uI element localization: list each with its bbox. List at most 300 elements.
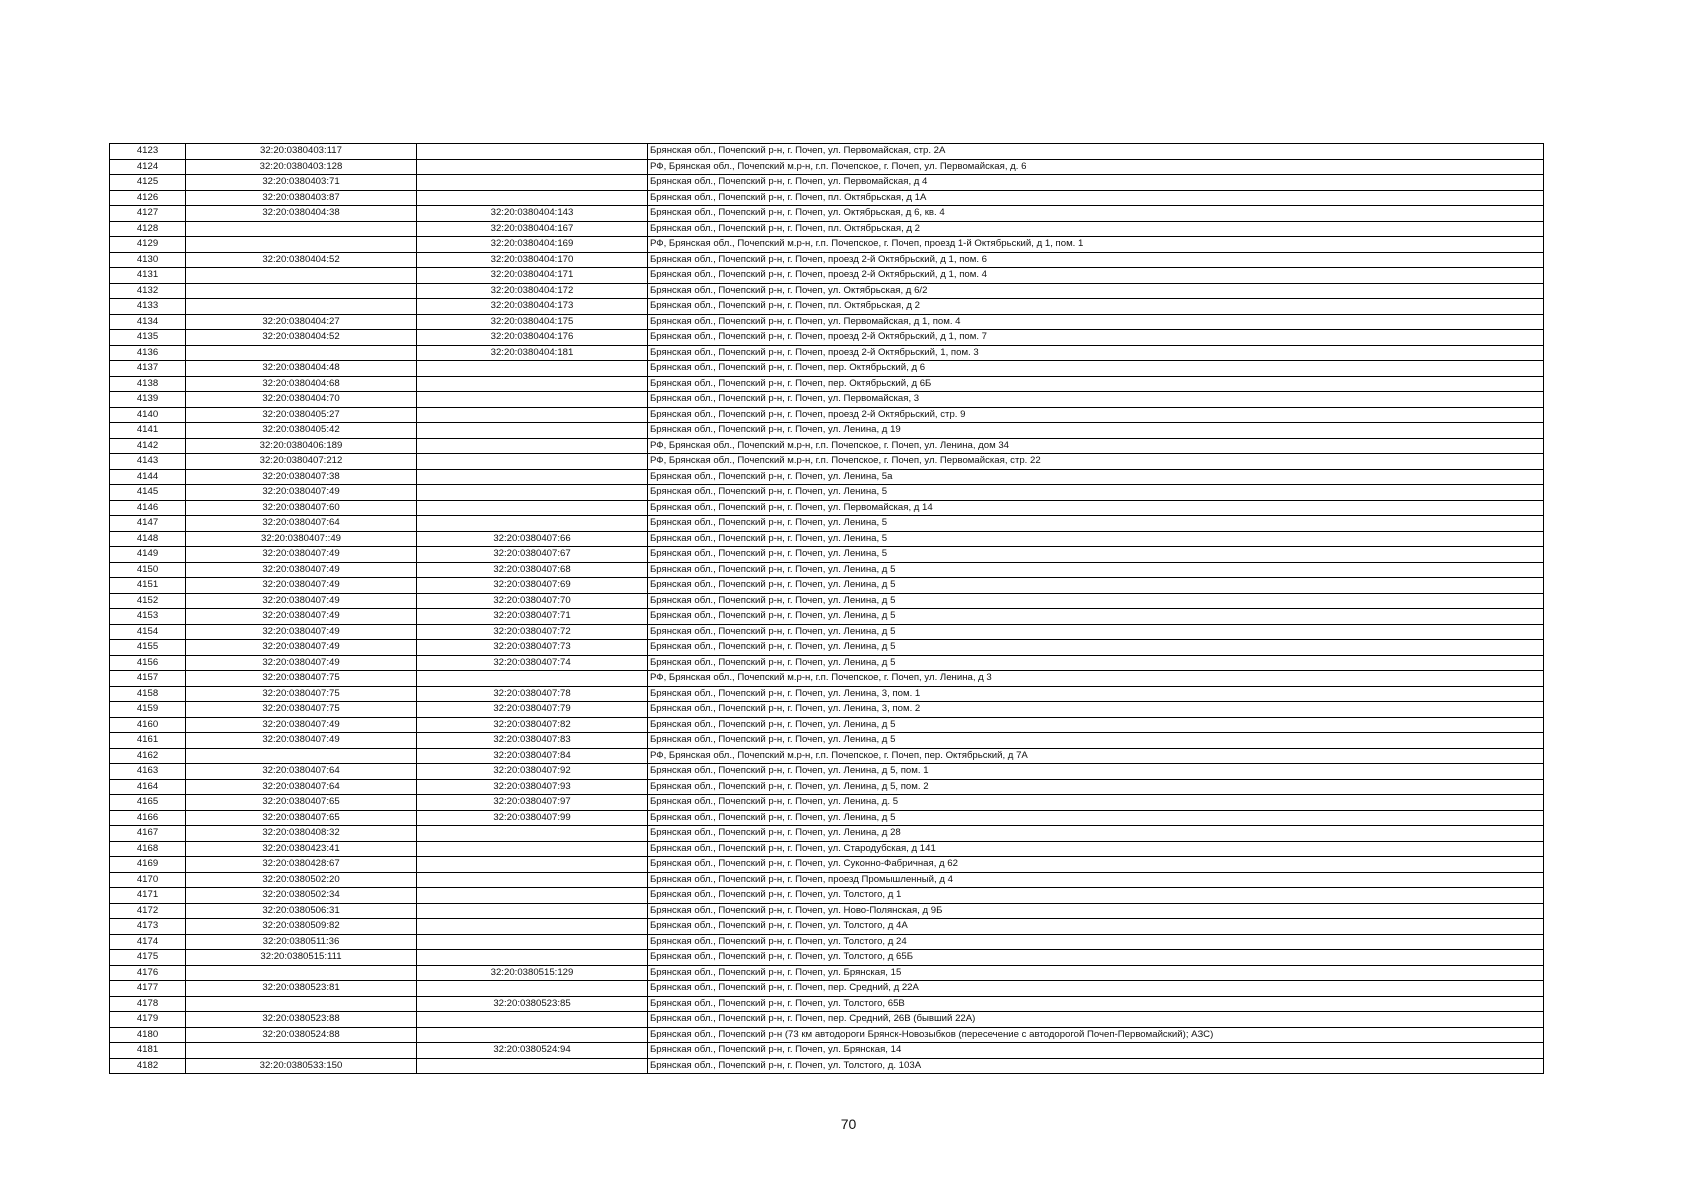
- cadastral-number-cell: 32:20:0380509:82: [186, 919, 417, 935]
- address-cell: Брянская обл., Почепский р-н, г. Почеп, проезд 2-й Октябрьский, 1, пом. 3: [648, 345, 1544, 361]
- row-number-cell: 4178: [110, 996, 186, 1012]
- cadastral-number-cell: 32:20:0380403:71: [186, 175, 417, 191]
- table-row: [110, 237, 1544, 253]
- cadastral-number-cell: 32:20:0380404:68: [186, 376, 417, 392]
- register-table-body: [110, 144, 1544, 1074]
- cadastral-number-cell: 32:20:0380407:65: [186, 810, 417, 826]
- related-cadastral-number-cell: [417, 981, 648, 997]
- cadastral-number-cell: 32:20:0380407:49: [186, 717, 417, 733]
- cadastral-number-cell: 32:20:0380403:87: [186, 190, 417, 206]
- address-cell: Брянская обл., Почепский р-н, г. Почеп, проезд 2-й Октябрьский, д 1, пом. 6: [648, 252, 1544, 268]
- related-cadastral-number-cell: [417, 950, 648, 966]
- table-row: [110, 826, 1544, 842]
- table-row: [110, 314, 1544, 330]
- table-row: [110, 376, 1544, 392]
- related-cadastral-number-cell: 32:20:0380407:73: [417, 640, 648, 656]
- cadastral-number-cell: 32:20:0380407:64: [186, 764, 417, 780]
- table-row: [110, 795, 1544, 811]
- related-cadastral-number-cell: [417, 934, 648, 950]
- row-number-cell: 4166: [110, 810, 186, 826]
- table-row: [110, 609, 1544, 625]
- related-cadastral-number-cell: 32:20:0380407:78: [417, 686, 648, 702]
- table-row: [110, 888, 1544, 904]
- related-cadastral-number-cell: 32:20:0380407:71: [417, 609, 648, 625]
- table-row: [110, 919, 1544, 935]
- cadastral-number-cell: 32:20:0380407:212: [186, 454, 417, 470]
- related-cadastral-number-cell: [417, 826, 648, 842]
- address-cell: РФ, Брянская обл., Почепский м.р-н, г.п. Почепское, г. Почеп, ул. Ленина, д 3: [648, 671, 1544, 687]
- table-row: [110, 1012, 1544, 1028]
- row-number-cell: 4175: [110, 950, 186, 966]
- cadastral-number-cell: 32:20:0380523:81: [186, 981, 417, 997]
- related-cadastral-number-cell: [417, 888, 648, 904]
- address-cell: Брянская обл., Почепский р-н, г. Почеп, ул. Ленина, 5: [648, 516, 1544, 532]
- table-row: [110, 965, 1544, 981]
- table-row: [110, 655, 1544, 671]
- address-cell: Брянская обл., Почепский р-н, г. Почеп, ул. Ленина, д 5: [648, 624, 1544, 640]
- related-cadastral-number-cell: [417, 841, 648, 857]
- row-number-cell: 4133: [110, 299, 186, 315]
- cadastral-number-cell: [186, 299, 417, 315]
- address-cell: Брянская обл., Почепский р-н, г. Почеп, ул. Первомайская, д 1, пом. 4: [648, 314, 1544, 330]
- cadastral-number-cell: 32:20:0380403:117: [186, 144, 417, 160]
- address-cell: Брянская обл., Почепский р-н, г. Почеп, ул. Ленина, 3, пом. 2: [648, 702, 1544, 718]
- table-row: [110, 407, 1544, 423]
- cadastral-number-cell: 32:20:0380408:32: [186, 826, 417, 842]
- cadastral-number-cell: 32:20:0380407:75: [186, 702, 417, 718]
- cadastral-number-cell: 32:20:0380404:48: [186, 361, 417, 377]
- table-row: [110, 423, 1544, 439]
- row-number-cell: 4152: [110, 593, 186, 609]
- related-cadastral-number-cell: 32:20:0380407:67: [417, 547, 648, 563]
- table-row: [110, 1058, 1544, 1074]
- cadastral-number-cell: 32:20:0380407:38: [186, 469, 417, 485]
- related-cadastral-number-cell: [417, 872, 648, 888]
- cadastral-number-cell: 32:20:0380407:49: [186, 640, 417, 656]
- cadastral-number-cell: 32:20:0380423:41: [186, 841, 417, 857]
- cadastral-number-cell: 32:20:0380407:49: [186, 624, 417, 640]
- table-row: [110, 500, 1544, 516]
- table-row: [110, 531, 1544, 547]
- address-cell: Брянская обл., Почепский р-н, г. Почеп, проезд 2-й Октябрьский, д 1, пом. 7: [648, 330, 1544, 346]
- row-number-cell: 4165: [110, 795, 186, 811]
- table-row: [110, 857, 1544, 873]
- related-cadastral-number-cell: [417, 423, 648, 439]
- related-cadastral-number-cell: [417, 1058, 648, 1074]
- cadastral-number-cell: 32:20:0380404:52: [186, 330, 417, 346]
- address-cell: Брянская обл., Почепский р-н, г. Почеп, пер. Средний, 26В (бывший 22А): [648, 1012, 1544, 1028]
- row-number-cell: 4180: [110, 1027, 186, 1043]
- address-cell: Брянская обл., Почепский р-н, г. Почеп, ул. Ленина, 5: [648, 531, 1544, 547]
- row-number-cell: 4131: [110, 268, 186, 284]
- table-row: [110, 268, 1544, 284]
- address-cell: Брянская обл., Почепский р-н, г. Почеп, ул. Ленина, 5: [648, 547, 1544, 563]
- related-cadastral-number-cell: 32:20:0380404:175: [417, 314, 648, 330]
- related-cadastral-number-cell: 32:20:0380407:93: [417, 779, 648, 795]
- table-row: [110, 810, 1544, 826]
- table-row: [110, 516, 1544, 532]
- table-row: [110, 485, 1544, 501]
- table-row: [110, 702, 1544, 718]
- related-cadastral-number-cell: 32:20:0380404:170: [417, 252, 648, 268]
- related-cadastral-number-cell: [417, 485, 648, 501]
- cadastral-number-cell: 32:20:0380407::49: [186, 531, 417, 547]
- address-cell: Брянская обл., Почепский р-н, г. Почеп, проезд Промышленный, д 4: [648, 872, 1544, 888]
- cadastral-number-cell: 32:20:0380502:34: [186, 888, 417, 904]
- row-number-cell: 4150: [110, 562, 186, 578]
- address-cell: Брянская обл., Почепский р-н, г. Почеп, ул. Брянская, 14: [648, 1043, 1544, 1059]
- row-number-cell: 4127: [110, 206, 186, 222]
- table-row: [110, 950, 1544, 966]
- cadastral-number-cell: 32:20:0380407:49: [186, 485, 417, 501]
- address-cell: РФ, Брянская обл., Почепский м.р-н, г.п. Почепское, г. Почеп, ул. Ленина, дом 34: [648, 438, 1544, 454]
- related-cadastral-number-cell: [417, 671, 648, 687]
- address-cell: Брянская обл., Почепский р-н, г. Почеп, ул. Первомайская, д 14: [648, 500, 1544, 516]
- cadastral-number-cell: [186, 996, 417, 1012]
- row-number-cell: 4136: [110, 345, 186, 361]
- related-cadastral-number-cell: [417, 1027, 648, 1043]
- related-cadastral-number-cell: [417, 857, 648, 873]
- row-number-cell: 4138: [110, 376, 186, 392]
- table-row: [110, 175, 1544, 191]
- row-number-cell: 4125: [110, 175, 186, 191]
- table-row: [110, 981, 1544, 997]
- address-cell: Брянская обл., Почепский р-н, г. Почеп, ул. Первомайская, стр. 2А: [648, 144, 1544, 160]
- related-cadastral-number-cell: 32:20:0380404:143: [417, 206, 648, 222]
- row-number-cell: 4130: [110, 252, 186, 268]
- cadastral-number-cell: 32:20:0380524:88: [186, 1027, 417, 1043]
- cadastral-number-cell: [186, 345, 417, 361]
- related-cadastral-number-cell: [417, 438, 648, 454]
- related-cadastral-number-cell: 32:20:0380407:97: [417, 795, 648, 811]
- address-cell: РФ, Брянская обл., Почепский м.р-н, г.п. Почепское, г. Почеп, ул. Первомайская, д. 6: [648, 159, 1544, 175]
- row-number-cell: 4124: [110, 159, 186, 175]
- table-row: [110, 159, 1544, 175]
- address-cell: Брянская обл., Почепский р-н, г. Почеп, ул. Ленина, д 5: [648, 593, 1544, 609]
- address-cell: РФ, Брянская обл., Почепский м.р-н, г.п. Почепское, г. Почеп, ул. Первомайская, стр. 22: [648, 454, 1544, 470]
- cadastral-number-cell: 32:20:0380428:67: [186, 857, 417, 873]
- related-cadastral-number-cell: [417, 190, 648, 206]
- cadastral-number-cell: 32:20:0380405:42: [186, 423, 417, 439]
- address-cell: Брянская обл., Почепский р-н, г. Почеп, пл. Октябрьская, д 2: [648, 221, 1544, 237]
- address-cell: Брянская обл., Почепский р-н, г. Почеп, ул. Ленина, д 19: [648, 423, 1544, 439]
- row-number-cell: 4128: [110, 221, 186, 237]
- address-cell: Брянская обл., Почепский р-н, г. Почеп, ул. Ленина, д 5: [648, 810, 1544, 826]
- address-cell: Брянская обл., Почепский р-н, г. Почеп, ул. Ленина, д 5: [648, 578, 1544, 594]
- related-cadastral-number-cell: [417, 1012, 648, 1028]
- address-cell: Брянская обл., Почепский р-н, г. Почеп, проезд 2-й Октябрьский, стр. 9: [648, 407, 1544, 423]
- cadastral-number-cell: 32:20:0380523:88: [186, 1012, 417, 1028]
- address-cell: Брянская обл., Почепский р-н, г. Почеп, проезд 2-й Октябрьский, д 1, пом. 4: [648, 268, 1544, 284]
- related-cadastral-number-cell: [417, 516, 648, 532]
- page-number: 70: [840, 1116, 857, 1132]
- table-row: [110, 934, 1544, 950]
- cadastral-number-cell: 32:20:0380406:189: [186, 438, 417, 454]
- row-number-cell: 4176: [110, 965, 186, 981]
- table-row: [110, 144, 1544, 160]
- row-number-cell: 4171: [110, 888, 186, 904]
- cadastral-number-cell: 32:20:0380502:20: [186, 872, 417, 888]
- table-row: [110, 1043, 1544, 1059]
- related-cadastral-number-cell: 32:20:0380515:129: [417, 965, 648, 981]
- address-cell: Брянская обл., Почепский р-н, г. Почеп, пер. Октябрьский, д 6: [648, 361, 1544, 377]
- table-row: [110, 299, 1544, 315]
- row-number-cell: 4170: [110, 872, 186, 888]
- row-number-cell: 4167: [110, 826, 186, 842]
- address-cell: РФ, Брянская обл., Почепский м.р-н, г.п. Почепское, г. Почеп, проезд 1-й Октябрьский, д 1, пом. 1: [648, 237, 1544, 253]
- table-row: [110, 996, 1544, 1012]
- related-cadastral-number-cell: 32:20:0380407:69: [417, 578, 648, 594]
- table-row: [110, 345, 1544, 361]
- row-number-cell: 4156: [110, 655, 186, 671]
- address-cell: Брянская обл., Почепский р-н, г. Почеп, ул. Суконно-Фабричная, д 62: [648, 857, 1544, 873]
- address-cell: Брянская обл., Почепский р-н, г. Почеп, пер. Октябрьский, д 6Б: [648, 376, 1544, 392]
- related-cadastral-number-cell: [417, 919, 648, 935]
- related-cadastral-number-cell: 32:20:0380407:70: [417, 593, 648, 609]
- cadastral-number-cell: 32:20:0380404:27: [186, 314, 417, 330]
- related-cadastral-number-cell: 32:20:0380404:176: [417, 330, 648, 346]
- related-cadastral-number-cell: 32:20:0380407:83: [417, 733, 648, 749]
- row-number-cell: 4137: [110, 361, 186, 377]
- cadastral-number-cell: 32:20:0380533:150: [186, 1058, 417, 1074]
- cadastral-number-cell: 32:20:0380407:64: [186, 779, 417, 795]
- address-cell: Брянская обл., Почепский р-н, г. Почеп, ул. Ленина, д 5: [648, 640, 1544, 656]
- address-cell: Брянская обл., Почепский р-н, г. Почеп, ул. Толстого, д 65Б: [648, 950, 1544, 966]
- row-number-cell: 4159: [110, 702, 186, 718]
- row-number-cell: 4142: [110, 438, 186, 454]
- cadastral-number-cell: 32:20:0380407:49: [186, 609, 417, 625]
- address-cell: Брянская обл., Почепский р-н, г. Почеп, ул. Ленина, д 5, пом. 2: [648, 779, 1544, 795]
- address-cell: Брянская обл., Почепский р-н, г. Почеп, ул. Ленина, д 5, пом. 1: [648, 764, 1544, 780]
- related-cadastral-number-cell: [417, 376, 648, 392]
- table-row: [110, 671, 1544, 687]
- table-row: [110, 872, 1544, 888]
- related-cadastral-number-cell: [417, 175, 648, 191]
- table-row: [110, 330, 1544, 346]
- cadastral-number-cell: 32:20:0380405:27: [186, 407, 417, 423]
- row-number-cell: 4154: [110, 624, 186, 640]
- row-number-cell: 4144: [110, 469, 186, 485]
- cadastral-number-cell: 32:20:0380407:49: [186, 593, 417, 609]
- cadastral-number-cell: 32:20:0380404:38: [186, 206, 417, 222]
- related-cadastral-number-cell: 32:20:0380404:173: [417, 299, 648, 315]
- related-cadastral-number-cell: [417, 903, 648, 919]
- address-cell: Брянская обл., Почепский р-н, г. Почеп, ул. Ленина, д 28: [648, 826, 1544, 842]
- related-cadastral-number-cell: 32:20:0380407:66: [417, 531, 648, 547]
- row-number-cell: 4177: [110, 981, 186, 997]
- row-number-cell: 4182: [110, 1058, 186, 1074]
- row-number-cell: 4172: [110, 903, 186, 919]
- address-cell: Брянская обл., Почепский р-н, г. Почеп, ул. Первомайская, д 4: [648, 175, 1544, 191]
- related-cadastral-number-cell: 32:20:0380524:94: [417, 1043, 648, 1059]
- address-cell: Брянская обл., Почепский р-н, г. Почеп, пер. Средний, д 22А: [648, 981, 1544, 997]
- cadastral-number-cell: [186, 221, 417, 237]
- cadastral-number-cell: 32:20:0380407:49: [186, 733, 417, 749]
- cadastral-number-cell: 32:20:0380515:111: [186, 950, 417, 966]
- row-number-cell: 4123: [110, 144, 186, 160]
- address-cell: Брянская обл., Почепский р-н, г. Почеп, ул. Ленина, д. 5: [648, 795, 1544, 811]
- row-number-cell: 4173: [110, 919, 186, 935]
- related-cadastral-number-cell: [417, 392, 648, 408]
- address-cell: РФ, Брянская обл., Почепский м.р-н, г.п. Почепское, г. Почеп, пер. Октябрьский, д 7А: [648, 748, 1544, 764]
- row-number-cell: 4164: [110, 779, 186, 795]
- table-row: [110, 252, 1544, 268]
- address-cell: Брянская обл., Почепский р-н, г. Почеп, ул. Октябрьская, д 6/2: [648, 283, 1544, 299]
- related-cadastral-number-cell: 32:20:0380523:85: [417, 996, 648, 1012]
- cadastral-number-cell: 32:20:0380407:49: [186, 562, 417, 578]
- related-cadastral-number-cell: 32:20:0380407:72: [417, 624, 648, 640]
- related-cadastral-number-cell: [417, 454, 648, 470]
- cadastral-number-cell: 32:20:0380407:49: [186, 578, 417, 594]
- row-number-cell: 4162: [110, 748, 186, 764]
- row-number-cell: 4158: [110, 686, 186, 702]
- table-row: [110, 624, 1544, 640]
- table-row: [110, 454, 1544, 470]
- row-number-cell: 4145: [110, 485, 186, 501]
- table-row: [110, 190, 1544, 206]
- table-row: [110, 438, 1544, 454]
- address-cell: Брянская обл., Почепский р-н, г. Почеп, ул. Ленина, д 5: [648, 562, 1544, 578]
- row-number-cell: 4147: [110, 516, 186, 532]
- address-cell: Брянская обл., Почепский р-н, г. Почеп, ул. Первомайская, 3: [648, 392, 1544, 408]
- related-cadastral-number-cell: 32:20:0380407:82: [417, 717, 648, 733]
- row-number-cell: 4146: [110, 500, 186, 516]
- table-row: [110, 392, 1544, 408]
- table-row: [110, 748, 1544, 764]
- row-number-cell: 4129: [110, 237, 186, 253]
- row-number-cell: 4149: [110, 547, 186, 563]
- address-cell: Брянская обл., Почепский р-н, г. Почеп, ул. Ленина, д 5: [648, 609, 1544, 625]
- row-number-cell: 4181: [110, 1043, 186, 1059]
- cadastral-number-cell: [186, 1043, 417, 1059]
- address-cell: Брянская обл., Почепский р-н, г. Почеп, ул. Толстого, 65В: [648, 996, 1544, 1012]
- address-cell: Брянская обл., Почепский р-н, г. Почеп, ул. Ленина, д 5: [648, 655, 1544, 671]
- cadastral-number-cell: [186, 268, 417, 284]
- table-row: [110, 733, 1544, 749]
- cadastral-number-cell: 32:20:0380511:36: [186, 934, 417, 950]
- related-cadastral-number-cell: 32:20:0380407:84: [417, 748, 648, 764]
- row-number-cell: 4140: [110, 407, 186, 423]
- related-cadastral-number-cell: 32:20:0380404:171: [417, 268, 648, 284]
- cadastral-number-cell: 32:20:0380404:52: [186, 252, 417, 268]
- related-cadastral-number-cell: [417, 361, 648, 377]
- table-row: [110, 640, 1544, 656]
- cadastral-number-cell: 32:20:0380404:70: [186, 392, 417, 408]
- cadastral-number-cell: 32:20:0380407:75: [186, 671, 417, 687]
- related-cadastral-number-cell: 32:20:0380407:99: [417, 810, 648, 826]
- cadastral-number-cell: [186, 748, 417, 764]
- related-cadastral-number-cell: 32:20:0380404:181: [417, 345, 648, 361]
- row-number-cell: 4153: [110, 609, 186, 625]
- row-number-cell: 4132: [110, 283, 186, 299]
- table-row: [110, 686, 1544, 702]
- row-number-cell: 4148: [110, 531, 186, 547]
- row-number-cell: 4151: [110, 578, 186, 594]
- row-number-cell: 4179: [110, 1012, 186, 1028]
- cadastral-number-cell: [186, 283, 417, 299]
- cadastral-number-cell: 32:20:0380407:64: [186, 516, 417, 532]
- cadastral-number-cell: 32:20:0380506:31: [186, 903, 417, 919]
- table-row: [110, 903, 1544, 919]
- address-cell: Брянская обл., Почепский р-н, г. Почеп, пл. Октябрьская, д 1А: [648, 190, 1544, 206]
- related-cadastral-number-cell: 32:20:0380404:169: [417, 237, 648, 253]
- row-number-cell: 4157: [110, 671, 186, 687]
- address-cell: Брянская обл., Почепский р-н, г. Почеп, ул. Брянская, 15: [648, 965, 1544, 981]
- related-cadastral-number-cell: 32:20:0380407:68: [417, 562, 648, 578]
- table-row: [110, 206, 1544, 222]
- table-row: [110, 361, 1544, 377]
- register-table: [109, 143, 1544, 1074]
- address-cell: Брянская обл., Почепский р-н, г. Почеп, ул. Ленина, д 5: [648, 733, 1544, 749]
- cadastral-number-cell: 32:20:0380407:65: [186, 795, 417, 811]
- related-cadastral-number-cell: [417, 159, 648, 175]
- row-number-cell: 4160: [110, 717, 186, 733]
- related-cadastral-number-cell: 32:20:0380407:92: [417, 764, 648, 780]
- address-cell: Брянская обл., Почепский р-н, г. Почеп, ул. Стародубская, д 141: [648, 841, 1544, 857]
- row-number-cell: 4163: [110, 764, 186, 780]
- table-row: [110, 469, 1544, 485]
- row-number-cell: 4134: [110, 314, 186, 330]
- address-cell: Брянская обл., Почепский р-н, г. Почеп, ул. Ново-Полянская, д 9Б: [648, 903, 1544, 919]
- cadastral-number-cell: 32:20:0380407:49: [186, 547, 417, 563]
- related-cadastral-number-cell: [417, 144, 648, 160]
- cadastral-number-cell: [186, 965, 417, 981]
- related-cadastral-number-cell: [417, 500, 648, 516]
- row-number-cell: 4126: [110, 190, 186, 206]
- address-cell: Брянская обл., Почепский р-н, г. Почеп, ул. Толстого, д. 103А: [648, 1058, 1544, 1074]
- cadastral-number-cell: 32:20:0380403:128: [186, 159, 417, 175]
- row-number-cell: 4139: [110, 392, 186, 408]
- row-number-cell: 4141: [110, 423, 186, 439]
- row-number-cell: 4174: [110, 934, 186, 950]
- table-row: [110, 764, 1544, 780]
- table-row: [110, 593, 1544, 609]
- table-row: [110, 578, 1544, 594]
- row-number-cell: 4169: [110, 857, 186, 873]
- address-cell: Брянская обл., Почепский р-н, г. Почеп, ул. Ленина, 3, пом. 1: [648, 686, 1544, 702]
- address-cell: Брянская обл., Почепский р-н, г. Почеп, ул. Толстого, д 4А: [648, 919, 1544, 935]
- table-row: [110, 547, 1544, 563]
- related-cadastral-number-cell: 32:20:0380407:79: [417, 702, 648, 718]
- address-cell: Брянская обл., Почепский р-н (73 км автодороги Брянск-Новозыбков (пересечение с автодорогой Почеп-Первомайский); АЗС): [648, 1027, 1544, 1043]
- table-row: [110, 1027, 1544, 1043]
- table-row: [110, 841, 1544, 857]
- row-number-cell: 4161: [110, 733, 186, 749]
- address-cell: Брянская обл., Почепский р-н, г. Почеп, ул. Ленина, 5: [648, 485, 1544, 501]
- related-cadastral-number-cell: [417, 407, 648, 423]
- related-cadastral-number-cell: [417, 469, 648, 485]
- row-number-cell: 4135: [110, 330, 186, 346]
- address-cell: Брянская обл., Почепский р-н, г. Почеп, ул. Толстого, д 24: [648, 934, 1544, 950]
- address-cell: Брянская обл., Почепский р-н, г. Почеп, ул. Толстого, д 1: [648, 888, 1544, 904]
- related-cadastral-number-cell: 32:20:0380404:167: [417, 221, 648, 237]
- table-row: [110, 562, 1544, 578]
- row-number-cell: 4168: [110, 841, 186, 857]
- table-row: [110, 221, 1544, 237]
- table-row: [110, 283, 1544, 299]
- address-cell: Брянская обл., Почепский р-н, г. Почеп, ул. Октябрьская, д 6, кв. 4: [648, 206, 1544, 222]
- address-cell: Брянская обл., Почепский р-н, г. Почеп, пл. Октябрьская, д 2: [648, 299, 1544, 315]
- row-number-cell: 4143: [110, 454, 186, 470]
- cadastral-number-cell: 32:20:0380407:60: [186, 500, 417, 516]
- cadastral-number-cell: 32:20:0380407:75: [186, 686, 417, 702]
- address-cell: Брянская обл., Почепский р-н, г. Почеп, ул. Ленина, д 5: [648, 717, 1544, 733]
- row-number-cell: 4155: [110, 640, 186, 656]
- cadastral-number-cell: 32:20:0380407:49: [186, 655, 417, 671]
- cadastral-number-cell: [186, 237, 417, 253]
- related-cadastral-number-cell: 32:20:0380407:74: [417, 655, 648, 671]
- table-row: [110, 717, 1544, 733]
